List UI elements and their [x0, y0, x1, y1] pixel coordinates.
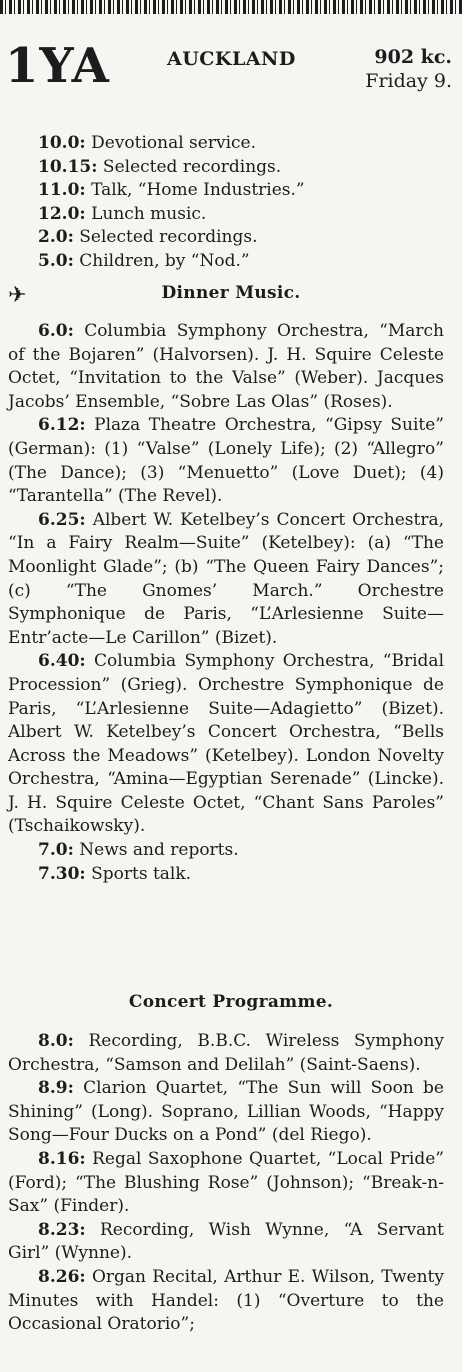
programme-item: 6.0: Columbia Symphony Orchestra, “March of the Bojaren” (Halvorsen). J. H. Squire Celeste Octet, “Invitation to the Valse” (Weber). Jacques Jacobs’ Ensemble, “Sobre Las Olas” (Roses).	[8, 321, 444, 412]
station-frequency: 902 kc.	[374, 46, 452, 68]
aeroplane-icon: ✈	[8, 283, 27, 308]
programme-item: 6.12: Plaza Theatre Orchestra, “Gipsy Suite” (German): (1) “Valse” (Lonely Life); (2) “Allegro” (The Dance); (3) “Menuetto” (Love Duet); (4) “Tarantella” (The Revel).	[8, 415, 445, 507]
programme-item: 6.40: Columbia Symphony Orchestra, “Bridal Procession” (Grieg). Orchestre Symphonique de Paris, “L’Arlesienne Suite—Adagietto” (Bizet). Albert W. Ketelbey’s Concert Orchestra, “Bells Across the Meadows” (Ketelbey). London Novelty Orchestra, “Amina—Egyptian Serenade” (Lincke). J. H. Squire Celeste Octet, “Chant Sans Paroles” (Tschaikowsky).	[8, 651, 445, 837]
station-callsign: 1YA	[5, 38, 110, 94]
daytime-schedule	[38, 132, 448, 274]
programme-item: 8.23: Recording, Wish Wynne, “A Servant Girl” (Wynne).	[8, 1219, 445, 1264]
programme-item: 8.9: Clarion Quartet, “The Sun will Soon be Shining” (Long). Soprano, Lillian Woods, “Happy Song—Four Ducks on a Pond” (del Riego).	[8, 1078, 444, 1146]
schedule-item: 10.15: Selected recordings.	[38, 156, 282, 177]
station-city: AUCKLAND	[167, 48, 296, 70]
schedule-item: 12.0: Lunch music.	[38, 203, 207, 224]
programme-item: 7.30: Sports talk.	[38, 863, 192, 884]
programme-item: 6.25: Albert W. Ketelbey’s Concert Orchestra, “In a Fairy Realm—Suite” (Ketelbey): (a) “The Moonlight Glade”; (b) “The Queen Fairy Dances”; (c) “The Gnomes’ March.” Orchestre Symphonique de Paris, “L’Arlesienne Suite—Entr’acte—Le Carillon” (Bizet).	[8, 509, 445, 648]
schedule-item: 10.0: Devotional service.	[38, 133, 256, 153]
broadcast-day: Friday 9.	[365, 70, 452, 92]
concert-programme-listing	[8, 1030, 444, 1337]
station-header	[0, 40, 462, 100]
programme-item: 8.16: Regal Saxophone Quartet, “Local Pride” (Ford); “The Blushing Rose” (Johnson); “Break-n-Sax” (Finder).	[8, 1148, 444, 1217]
schedule-item: 5.0: Children, by “Nod.”	[38, 250, 250, 271]
programme-item: 7.0: News and reports.	[38, 840, 239, 861]
programme-item: 8.0: Recording, B.B.C. Wireless Symphony Orchestra, “Samson and Delilah” (Saint-Saens).	[8, 1031, 445, 1075]
schedule-item: 11.0: Talk, “Home Industries.”	[38, 180, 305, 201]
programme-item: 8.26: Organ Recital, Arthur E. Wilson, Twenty Minutes with Handel: (1) “Overture to the Occasional Oratorio”;	[8, 1266, 444, 1335]
top-rule	[0, 0, 462, 14]
dinner-music-heading: Dinner Music.	[161, 283, 301, 303]
dinner-music-listing	[8, 320, 444, 886]
schedule-item: 2.0: Selected recordings.	[38, 227, 258, 248]
concert-programme-heading: Concert Programme.	[128, 992, 334, 1012]
